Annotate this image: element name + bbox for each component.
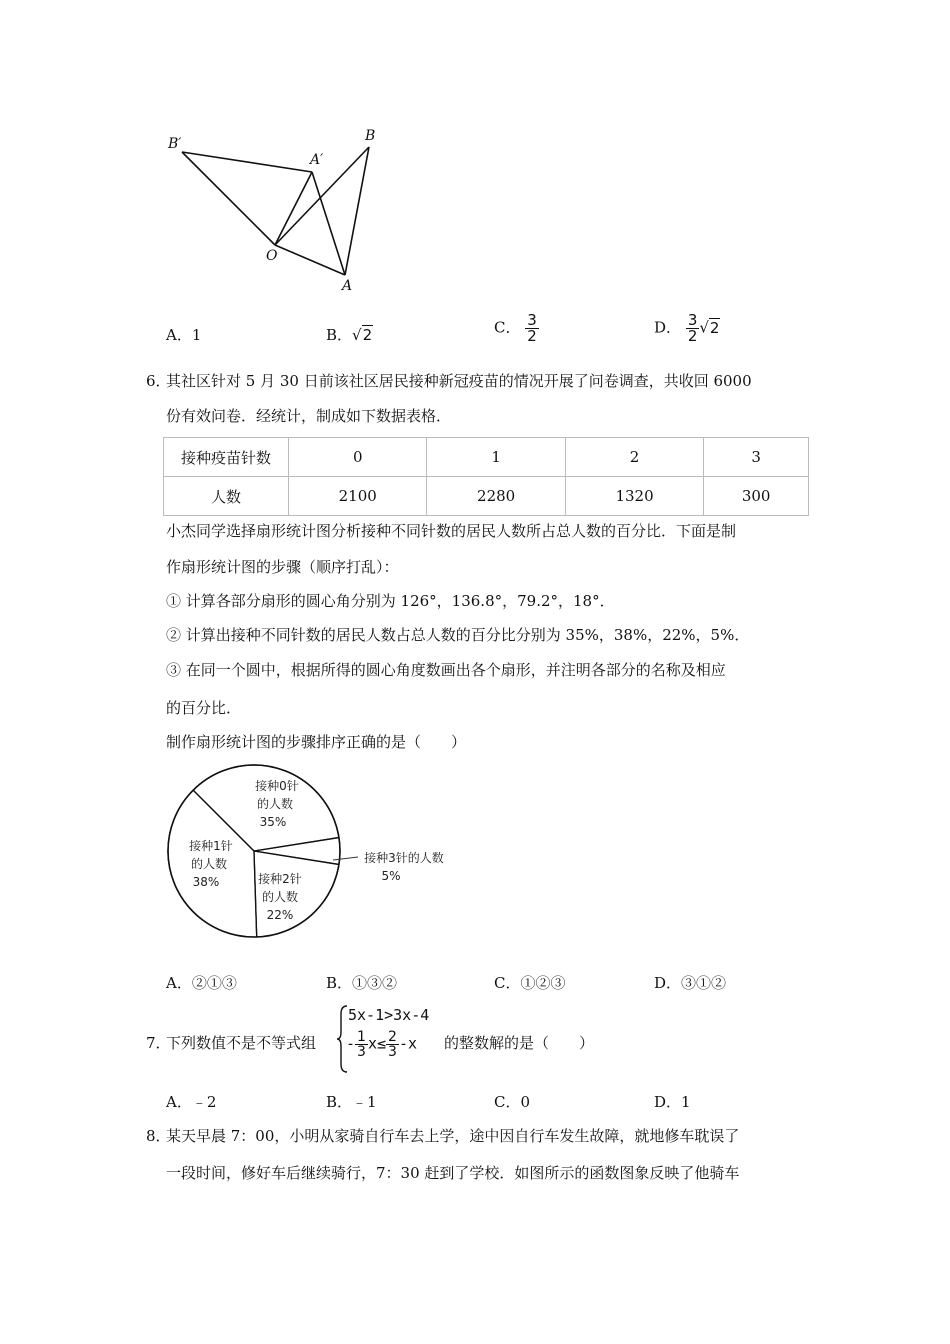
q6-step2: ② 计算出接种不同针数的居民人数占总人数的百分比分别为 35%，38%，22%，5%． [166, 626, 750, 644]
table-cell: 0 [289, 438, 427, 477]
q6-step3a: ③ 在同一个圆中，根据所得的圆心角度数画出各个扇形，并注明各部分的名称及相应 [166, 661, 726, 679]
segment-o-a-prime [275, 172, 312, 245]
rotation-figure [160, 120, 400, 300]
segment-o-a [275, 245, 345, 275]
pie-label-1-line2: 的人数 [190, 857, 228, 871]
pie-chart [160, 760, 460, 945]
pie-label-2-line1: 接种2针 [258, 872, 302, 886]
q6-line2: 份有效问卷．经统计，制成如下数据表格． [166, 407, 452, 425]
q5-option-c[interactable]: C． $\frac{3}{2}$ [494, 311, 537, 345]
table-cell: 接种疫苗针数 [164, 438, 289, 477]
table-row [164, 477, 809, 516]
q7-option-a[interactable]: A．﹣2 [166, 1093, 217, 1111]
q5-option-a[interactable]: A．1 [166, 326, 202, 344]
pie-label-2-line2: 的人数 [261, 890, 299, 904]
q6-number: 6． [146, 372, 171, 390]
table-cell: 人数 [164, 477, 289, 516]
segment-b-prime-a-prime [182, 152, 312, 172]
q7-prefix: 下列数值不是不等式组 [166, 1034, 317, 1052]
table-cell: 1 [427, 438, 565, 477]
table-cell: 2 [565, 438, 703, 477]
label-b: B [365, 128, 376, 144]
q6-option-c[interactable]: C．①②③ [494, 974, 566, 992]
segment-b-prime-o [182, 152, 275, 245]
label-a-prime: A′ [310, 152, 324, 168]
sqrt-symbol: √2 [352, 326, 373, 344]
pie-label-0-line2: 的人数 [256, 797, 294, 811]
q7-option-c[interactable]: C．0 [494, 1093, 531, 1111]
q7-number: 7． [146, 1034, 171, 1052]
q6-line1: 其社区针对 5 月 30 日前该社区居民接种新冠疫苗的情况开展了问卷调查，共收回 6000 [166, 372, 752, 390]
q7-suffix: 的整数解的是（ ） [444, 1034, 595, 1052]
pie-label-0-pct: 35% [259, 815, 287, 829]
pie-label-1-line1: 接种1针 [189, 839, 233, 853]
q8-line2: 一段时间，修好车后继续骑行，7：30 赶到了学校．如图所示的函数图象反映了他骑车 [166, 1164, 740, 1182]
q6-para2: 作扇形统计图的步骤（顺序打乱）： [166, 558, 399, 576]
sqrt-symbol: √2 [699, 318, 720, 337]
q8-line1: 某天早晨 7：00，小明从家骑自行车去上学，途中因自行车发生故障，就地修车耽误了 [166, 1127, 740, 1145]
label-b-prime: B′ [168, 136, 182, 152]
segment-b-a [345, 147, 369, 275]
label-o: O [266, 248, 278, 264]
q6-option-b[interactable]: B．①③② [326, 974, 398, 992]
fraction: $\frac{3}{2}$ [527, 311, 537, 345]
label-a: A [342, 278, 353, 294]
q5-option-d[interactable]: D． $\frac{3}{2}$ √2 [654, 311, 720, 345]
q6-option-d[interactable]: D．③①② [654, 974, 727, 992]
pie-label-1-pct: 38% [192, 875, 220, 889]
table-cell: 300 [704, 477, 809, 516]
vaccine-table [163, 437, 809, 516]
q6-option-a[interactable]: A．②①③ [166, 974, 237, 992]
q7-option-b[interactable]: B．﹣1 [326, 1093, 377, 1111]
fraction: $\frac{3}{2}$ [687, 311, 698, 345]
q6-step3b: 的百分比． [166, 699, 242, 717]
pie-label-2-pct: 22% [266, 908, 294, 922]
q6-step1: ① 计算各部分扇形的圆心角分别为 126°，136.8°，79.2°，18°． [166, 592, 615, 610]
pie-label-3-line1: 接种3针的人数 [364, 851, 444, 865]
table-row [164, 438, 809, 477]
table-cell: 1320 [565, 477, 703, 516]
table-cell: 3 [704, 438, 809, 477]
q7-inequality-2: - $\frac{1}{3}$ x≤ $\frac{2}{3}$ -x [346, 1029, 417, 1060]
table-cell: 2280 [427, 477, 565, 516]
q7-inequality-1: 5x-1>3x-4 [348, 1006, 430, 1024]
q6-para1: 小杰同学选择扇形统计图分析接种不同针数的居民人数所占总人数的百分比．下面是制 [166, 522, 737, 540]
q5-option-b[interactable]: B．√2 [326, 326, 373, 344]
q6-question: 制作扇形统计图的步骤排序正确的是（ ） [166, 733, 467, 751]
pie-label-0-line1: 接种0针 [255, 779, 299, 793]
q7-option-d[interactable]: D．1 [654, 1093, 691, 1111]
table-cell: 2100 [289, 477, 427, 516]
segment-a-prime-a [312, 172, 345, 275]
q8-number: 8． [146, 1127, 171, 1145]
pie-label-3-pct: 5% [381, 869, 401, 883]
